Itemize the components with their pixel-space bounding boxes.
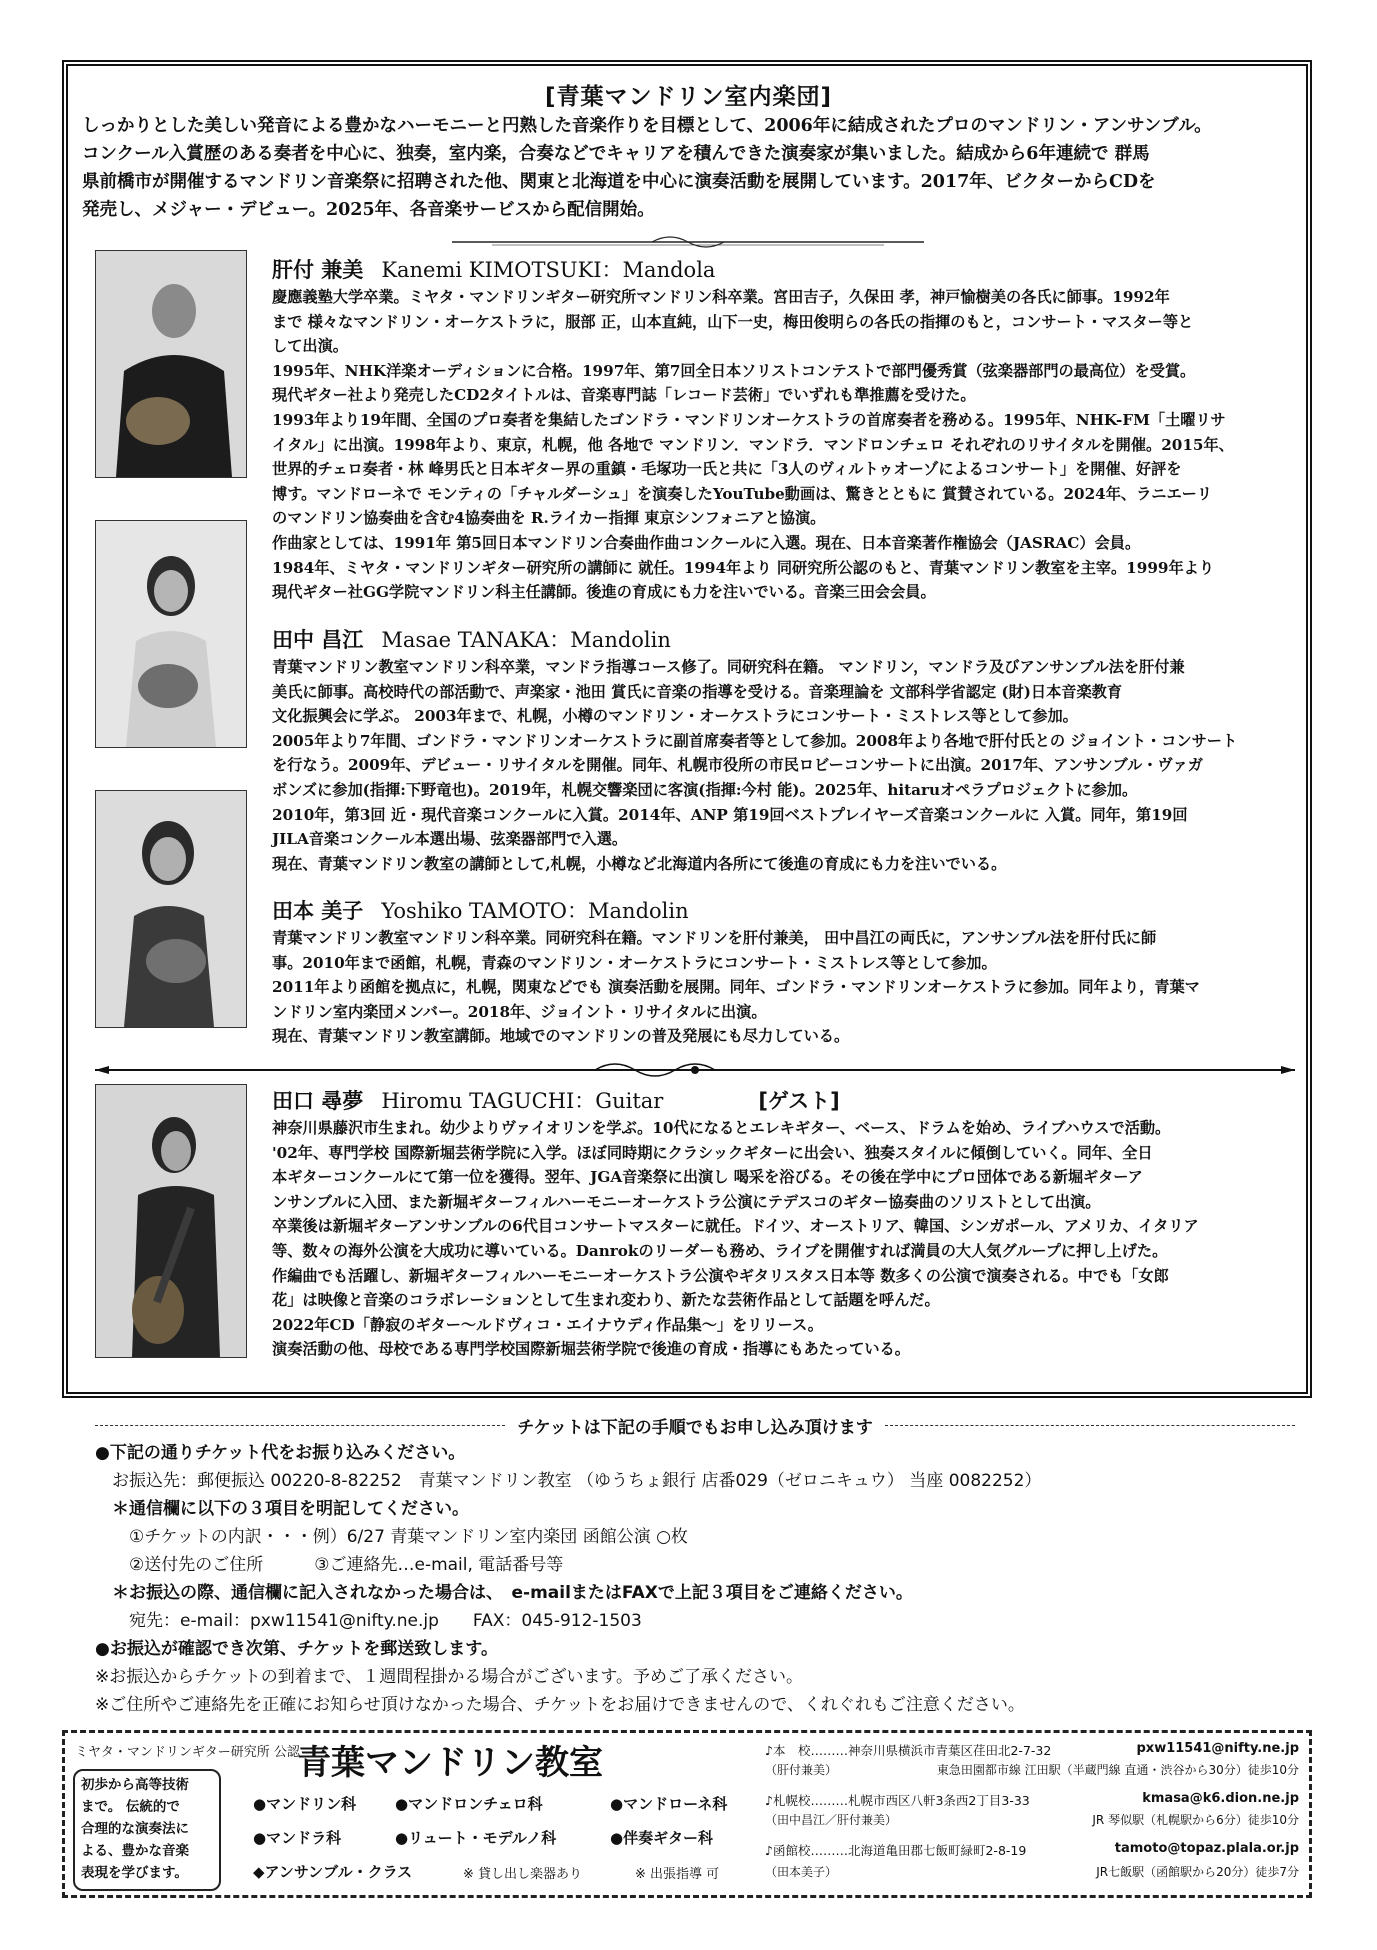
bio-line: して出演。 (272, 337, 348, 356)
bio-line: ンドリン室内楽団メンバー。2018年、ジョイント・リサイタルに出演。 (272, 1002, 767, 1021)
bio-line: 青葉マンドリン教室マンドリン科卒業。同研究科在籍。マンドリンを肝付兼美， 田中昌江の両氏に，アンサンブル法を肝付氏に師 (272, 929, 1157, 947)
guest-badge: [ゲスト] (758, 1089, 840, 1113)
photo-tamoto (95, 790, 247, 1028)
ticket-line: ②送付先のご住所 ③ご連絡先…e-mail, 電話番号等 (95, 1555, 564, 1575)
branch-sub: （肝付兼美） (765, 1763, 838, 1777)
school-name: 青葉マンドリン教室 (297, 1743, 603, 1783)
ensemble-intro (82, 112, 1297, 224)
ticket-line: ●下記の通りチケット代をお振り込みください。 (95, 1443, 466, 1463)
tagline-line: まで。 伝統的で (81, 1799, 180, 1815)
bio-line: 2005年より7年間、ゴンドラ・マンドリンオーケストラに副首席奏者等として参加。2008年より各地で肝付氏との ジョイント・コンサート (272, 731, 1238, 750)
course-item: ●マンドローネ科 (610, 1795, 728, 1813)
bio-line: まで 様々なマンドリン・オーケストラに，服部 正，山本直純，山下一史，梅田俊明らの各氏の指揮のもと，コンサート・マスター等と (272, 312, 1194, 331)
ticket-line: ＊通信欄に以下の３項目を明記してください。 (95, 1499, 469, 1519)
bio-tamoto (272, 896, 1302, 1049)
bio-line: ンサンブルに入団、また新堀ギターフィルハーモニーオーケストラ公演にテデスコのギター協奏曲のソリストとして出演。 (272, 1192, 1101, 1211)
bio-line: '02年、専門学校 国際新堀芸術学院に入学。ほぼ同時期にクラシックギターに出会い、独奏スタイルに傾倒していく。同年、全日 (272, 1143, 1153, 1162)
ornament-divider-guest (95, 1060, 1295, 1080)
travel-note: ※ 出張指導 可 (635, 1867, 720, 1882)
member-name (272, 625, 1302, 655)
ensemble-class: ◆アンサンブル・クラス (253, 1863, 413, 1881)
bio-line: 世界的チェロ奏者・林 峰男氏と日本ギター界の重鎮・毛塚功一氏と共に「3人のヴィルトゥオーゾによるコンサート」を開催、好評を (272, 460, 1182, 479)
course-item: ●マンドラ科 (253, 1829, 342, 1847)
ticket-line: ＊お振込の際、通信欄に記入されなかった場合は、 e-mailまたはFAXで上記３項目をご連絡ください。 (95, 1583, 913, 1603)
photo-taguchi (95, 1084, 247, 1358)
bio-line: 現代ギター社GG学院マンドリン科主任講師。後進の育成にも力を注いでいる。音楽三田会会員。 (272, 583, 936, 602)
photo-kimotsuki (95, 250, 247, 478)
bio-kimotsuki (272, 255, 1302, 605)
tagline-line: 表現を学びます。 (81, 1865, 188, 1881)
name-jp: 田本 美子 (272, 898, 364, 923)
branch-email[interactable]: pxw11541@nifty.ne.jp (1136, 1741, 1299, 1756)
tagline-line: 合理的な演奏法に (81, 1821, 189, 1837)
intro-line: しっかりとした美しい発音による豊かなハーモニーと円熟した音楽作りを目標として、2006年に結成されたプロのマンドリン・アンサンブル。 (82, 116, 1212, 136)
bio-line: 作曲家としては、1991年 第5回日本マンドリン合奏曲作曲コンクールに入選。現在、日本音楽著作権協会（JASRAC）会員。 (272, 533, 1141, 552)
course-item: ●マンドリン科 (253, 1795, 357, 1813)
branch-sub: （田中昌江／肝付兼美） (765, 1813, 898, 1827)
ticket-heading-text: チケットは下記の手順でもお申し込み頂けます (517, 1417, 873, 1438)
member-name (272, 1086, 1302, 1116)
member-name (272, 896, 1302, 926)
ornament-divider-top (452, 232, 924, 252)
intro-line: 県前橋市が開催するマンドリン音楽祭に招聘された他、関東と北海道を中心に演奏活動を展開しています。2017年、ビクターからCDを (82, 172, 1156, 192)
ticket-line: 宛先：e-mail：pxw11541@nifty.ne.jp FAX：045-912-1503 (95, 1611, 642, 1631)
intro-line: コンクール入賞歴のある奏者を中心に、独奏，室内楽，合奏などでキャリアを積んできた演奏家が集いました。結成から6年連続で 群馬 (82, 144, 1150, 164)
bio-line: 事。2010年まで函館，札幌，青森のマンドリン・オーケストラにコンサート・ミストレス等として参加。 (272, 953, 997, 972)
course-item: ●リュート・モデルノ科 (395, 1829, 557, 1847)
name-jp: 田中 昌江 (272, 627, 364, 652)
bio-line: 現在、青葉マンドリン教室の講師として,札幌，小樽など北海道内各所にて後進の育成にも力を注いでいる。 (272, 854, 1007, 873)
bio-line: 1984年、ミヤタ・マンドリンギター研究所の講師に 就任。1994年より 同研究所公認のもと、青葉マンドリン教室を主宰。1999年より (272, 558, 1215, 577)
ensemble-title: [青葉マンドリン室内楽団] (544, 84, 833, 110)
bio-line: 文化振興会に学ぶ。 2003年まで、札幌，小樽のマンドリン・オーケストラにコンサート・ミストレス等として参加。 (272, 707, 1078, 726)
bio-line: 2011年より函館を拠点に，札幌，関東などでも 演奏活動を展開。同年、ゴンドラ・マンドリンオーケストラに参加。同年より，青葉マ (272, 978, 1200, 997)
branch-access: JR七飯駅（函館駅から20分）徒歩7分 (1096, 1865, 1299, 1879)
ticket-line: お振込先：郵便振込 00220-8-82252 青葉マンドリン教室 （ゆうちょ銀行 店番029（ゼロニキュウ） 当座 0082252） (95, 1471, 1042, 1491)
name-en: Masae TANAKA：Mandolin (381, 628, 671, 652)
branch-label: ♪本 校………神奈川県横浜市青葉区荏田北2-7-32 (765, 1743, 1052, 1758)
bio-line: ボンズに参加(指揮:下野竜也)。2019年，札幌交響楽団に客演(指揮:今村 能)。2025年、hitaruオペラプロジェクトに参加。 (272, 780, 1138, 799)
name-en: Kanemi KIMOTSUKI：Mandola (381, 258, 716, 282)
bio-taguchi (272, 1086, 1302, 1362)
bio-line: 演奏活動の他、母校である専門学校国際新堀芸術学院で後進の育成・指導にもあたっている。 (272, 1340, 910, 1359)
bio-line: 作編曲でも活躍し、新堀ギターフィルハーモニーオーケストラ公演やギタリスタス日本等 数多くの公演で演奏される。中でも「女郎 (272, 1266, 1169, 1285)
bio-line: 現代ギター社より発売したCD2タイトルは、音楽専門誌「レコード芸術」でいずれも準推薦を受けた。 (272, 386, 976, 405)
certified-label: ミヤタ・マンドリンギター研究所 公認 (75, 1745, 300, 1760)
branch-access: JR 琴似駅（札幌駅から6分）徒歩10分 (1092, 1813, 1299, 1827)
bio-line: 神奈川県藤沢市生まれ。幼少よりヴァイオリンを学ぶ。10代になるとエレキギター、ベース、ドラムを始め、ライブハウスで活動。 (272, 1119, 1171, 1137)
bio-line: を行なう。2009年、デビュー・リサイタルを開催。同年、札幌市役所の市民ロビーコンサートに出演。2017年、アンサンブル・ヴァガ (272, 756, 1203, 775)
bio-line: 花」は映像と音楽のコラボレーションとして生まれ変わり、新たな芸術作品として話題を呼んだ。 (272, 1291, 940, 1310)
ticket-line: ●お振込が確認でき次第、チケットを郵送致します。 (95, 1639, 498, 1659)
bio-line: 1993年より19年間、全国のプロ奏者を集結したゴンドラ・マンドリンオーケストラの首席奏者を務める。1995年、NHK-FM「土曜リサ (272, 410, 1226, 429)
course-item: ●マンドロンチェロ科 (395, 1795, 543, 1813)
bio-line: 2022年CD「静寂のギター～ルドヴィコ・エイナウディ作品集～」をリリース。 (272, 1315, 823, 1334)
branch-email[interactable]: tamoto@topaz.plala.or.jp (1114, 1841, 1299, 1856)
bio-line: 青葉マンドリン教室マンドリン科卒業，マンドラ指導コース修了。同研究科在籍。 マンドリン，マンドラ及びアンサンブル法を肝付兼 (272, 658, 1185, 676)
name-jp: 肝付 兼美 (272, 257, 364, 282)
bio-line: のマンドリン協奏曲を含む4協奏曲を R.ライカー指揮 東京シンフォニアと協演。 (272, 509, 826, 528)
bio-tanaka (272, 625, 1302, 876)
branch-email[interactable]: kmasa@k6.dion.ne.jp (1142, 1791, 1299, 1806)
photo-tanaka (95, 520, 247, 748)
rental-note: ※ 貸し出し楽器あり (463, 1867, 583, 1882)
ticket-line: ※お振込からチケットの到着まで、１週間程掛かる場合がございます。予めご了承ください。 (95, 1667, 804, 1687)
name-en: Yoshiko TAMOTO：Mandolin (381, 899, 689, 923)
ticket-heading (95, 1412, 1295, 1438)
school-box (62, 1730, 1312, 1898)
name-en: Hiromu TAGUCHI：Guitar (381, 1089, 664, 1113)
school-tagline (73, 1769, 221, 1891)
bio-line: 1995年、NHK洋楽オーディションに合格。1997年、第7回全日本ソリストコンテストで部門優秀賞（弦楽器部門の最高位）を受賞。 (272, 361, 1196, 380)
bio-line: 美氏に師事。高校時代の部活動で、声楽家・池田 賞氏に音楽の指導を受ける。音楽理論を 文部科学省認定 (財)日本音楽教育 (272, 682, 1123, 701)
bio-line: イタル」に出演。1998年より、東京，札幌，他 各地で マンドリン．マンドラ．マンドロンチェロ それぞれのリサイタルを開催。2015年、 (272, 435, 1234, 454)
bio-line: 博す。マンドローネで モンティの「チャルダーシュ」を演奏したYouTube動画は、驚きとともに 賞賛されている。2024年、ラニエーリ (272, 484, 1213, 503)
branch-label: ♪札幌校………札幌市西区八軒3条西2丁目3-33 (765, 1793, 1030, 1808)
bio-line: 等、数々の海外公演を大成功に導いている。Danrokのリーダーも務め、ライブを開催すれば満員の大人気グループに押し上げた。 (272, 1241, 1168, 1260)
course-item: ●伴奏ギター科 (610, 1829, 713, 1847)
name-jp: 田口 尋夢 (272, 1088, 364, 1113)
bio-line: 慶應義塾大学卒業。ミヤタ・マンドリンギター研究所マンドリン科卒業。宮田吉子，久保田 孝，神戸愉樹美の各氏に師事。1992年 (272, 288, 1170, 306)
bio-line: 本ギターコンクールにて第一位を獲得。翌年、JGA音楽祭に出演し 喝采を浴びる。その後在学中にプロ団体である新堀ギターア (272, 1168, 1143, 1187)
branch-access: 東急田園都市線 江田駅（半蔵門線 直通・渋谷から30分）徒歩10分 (936, 1763, 1299, 1777)
bio-line: 2010年，第3回 近・現代音楽コンクールに入賞。2014年、ANP 第19回ベストプレイヤーズ音楽コンクールに 入賞。同年，第19回 (272, 805, 1188, 824)
tagline-line: 初歩から高等技術 (81, 1777, 189, 1793)
intro-line: 発売し、メジャー・デビュー。2025年、各音楽サービスから配信開始。 (82, 200, 655, 220)
bio-line: JILA音楽コンクール本選出場、弦楽器部門で入選。 (272, 830, 628, 849)
tagline-line: よる、豊かな音楽 (81, 1843, 189, 1859)
ticket-line: ※ご住所やご連絡先を正確にお知らせ頂けなかった場合、チケットをお届けできませんので、くれぐれもご注意ください。 (95, 1695, 1025, 1715)
member-name (272, 255, 1302, 285)
branch-sub: （田本美子） (765, 1865, 838, 1879)
bio-line: 卒業後は新堀ギターアンサンブルの6代目コンサートマスターに就任。ドイツ、オーストリア、韓国、シンガポール、アメリカ、イタリア (272, 1217, 1199, 1236)
bio-line: 現在、青葉マンドリン教室講師。地域でのマンドリンの普及発展にも尽力している。 (272, 1027, 850, 1046)
ticket-line: ①チケットの内訳・・・例）6/27 青葉マンドリン室内楽団 函館公演 ○枚 (95, 1527, 688, 1547)
branch-label: ♪函館校………北海道亀田郡七飯町緑町2-8-19 (765, 1843, 1027, 1858)
